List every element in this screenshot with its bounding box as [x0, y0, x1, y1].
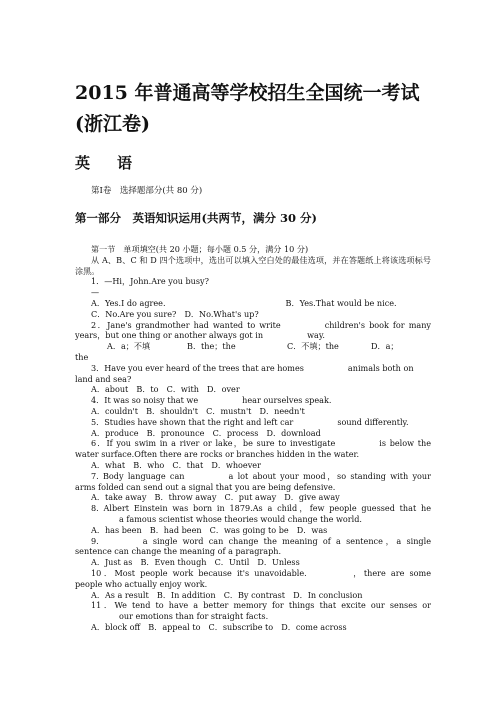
q4-options: A．couldn't B．shouldn't C．mustn't D．needn't — [91, 405, 305, 416]
q6-options: A．what B．who C．that D．whoever — [91, 459, 261, 470]
section-instruction: 从 A、B、C 和 D 四个选项中，选出可以填入空白处的最佳选项，并在答题纸上将该选项标号涂黑。 — [75, 254, 431, 276]
q1-options-cd: C．No.Are you sure? D．No.What's up? — [91, 308, 259, 319]
section-heading: 第一节 单项填空(共 20 小题；每小题 0.5 分，满分 10 分) — [91, 244, 309, 254]
q2-option-b: B．the；the — [187, 341, 236, 352]
q3-options: A．about B．to C．with D．over — [91, 384, 240, 395]
q7-stem: 7. Body language can a lot about your mood，so standing with your arms folded can send out a signal that you are being defensive. — [75, 470, 432, 492]
q9-stem: 9. a single word can change the meaning of a sentence，a single sentence can change the meaning of a paragraph. — [75, 535, 431, 557]
q9-options: A．Just as B．Even though C．Until D．Unless — [91, 557, 300, 568]
q1-stem: 1．—Hi，John.Are you busy? — [91, 276, 209, 287]
q7-options: A．take away B．throw away C．put away D．give away — [91, 492, 340, 503]
volume-heading: 第Ⅰ卷 选择题部分(共 80 分) — [91, 186, 203, 196]
q2-option-d: D．a； — [371, 341, 399, 352]
q1-blank-line: — — [91, 287, 100, 298]
q1-option-b: B．Yes.That would be nice. — [285, 297, 397, 308]
q2-stem: 2．Jane's grandmother had wanted to write children's book for many years，but one thing or another always got in way. — [75, 319, 431, 341]
part-heading: 第一部分 英语知识运用(共两节，满分 30 分) — [75, 211, 317, 225]
q5-stem: 5．Studies have shown that the right and left car sound differently. — [91, 416, 409, 427]
subject-heading: 英 语 — [75, 154, 139, 172]
q11-options: A．block off B．appeal to C．subscribe to D．come across — [91, 621, 347, 632]
q3-stem: 3．Have you ever heard of the trees that are homes animals both on land and sea? — [75, 362, 414, 384]
q4-stem: 4．It was so noisy that we hear ourselves speak. — [91, 395, 332, 406]
question-body — [75, 244, 431, 633]
q1-option-a: A．Yes.I do agree. — [91, 297, 166, 308]
q11-stem: 11．We tend to have a better memory for things that excite our senses orour emotions than for straight facts. — [91, 600, 431, 622]
q2-options — [75, 341, 431, 352]
exam-title: 2015 年普通高等学校招生全国统一考试(浙江卷) — [75, 82, 420, 135]
q8-options: A．has been B．had been C．was going to be D．was — [91, 524, 328, 535]
q2-option-c: C．不填；the — [287, 341, 339, 352]
q2-option-a: A．a；不填 — [107, 341, 151, 352]
q10-options: A．As a result B．In addition C．By contrast D．In conclusion — [91, 589, 363, 600]
q5-options: A．produce B．pronounce C．process D．download — [91, 427, 321, 438]
q2-option-d-wrap: the — [75, 351, 89, 362]
q10-stem: 10．Most people work because it's unavoidable. ，there are some people who actually enjoy work. — [75, 567, 431, 589]
q1-options-ab — [75, 298, 431, 309]
q8-stem: 8. Albert Einstein was born in 1879.As a child，few people guessed that hea famous scientist whose theories would change the world. — [91, 503, 431, 524]
q6-stem: 6．If you swim in a river or lake，be sure to investigate is below the water surface.Often there are rocks or branches hidden in the water. — [75, 438, 431, 460]
